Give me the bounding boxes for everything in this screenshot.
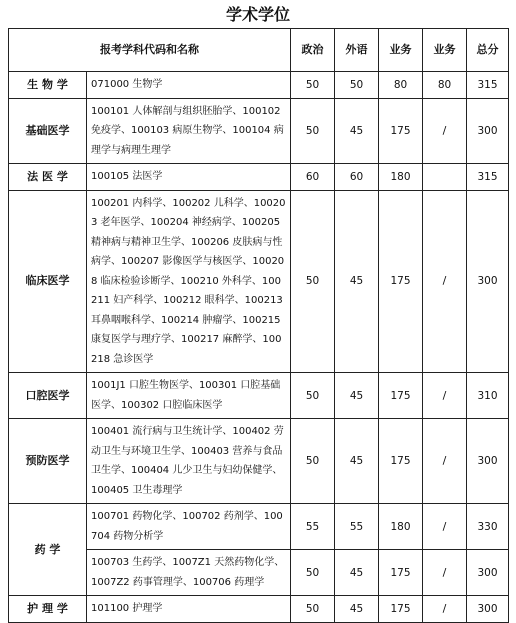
cell-subject-2: / (423, 596, 467, 623)
cell-politics: 55 (291, 504, 335, 550)
cell-total: 315 (467, 164, 509, 191)
cell-subject-2: / (423, 550, 467, 596)
cell-total: 310 (467, 373, 509, 419)
cell-total: 300 (467, 550, 509, 596)
table-row (9, 164, 509, 191)
row-program: 100401 流行病与卫生统计学、100402 劳动卫生与环境卫生学、100403 营养与食品卫生学、100404 儿少卫生与妇幼保健学、100405 卫生毒理学 (87, 419, 291, 504)
cell-subject-2: / (423, 190, 467, 373)
cell-politics: 50 (291, 550, 335, 596)
row-program: 101100 护理学 (87, 596, 291, 623)
cell-total: 300 (467, 98, 509, 164)
table-row (9, 596, 509, 623)
table-row (9, 504, 509, 550)
cell-foreign-language: 45 (335, 419, 379, 504)
row-program: 100701 药物化学、100702 药剂学、100704 药物分析学 (87, 504, 291, 550)
cell-total: 330 (467, 504, 509, 550)
cell-subject-1: 180 (379, 504, 423, 550)
cell-politics: 50 (291, 419, 335, 504)
cell-foreign-language: 45 (335, 98, 379, 164)
row-category: 护 理 学 (9, 596, 87, 623)
cell-subject-1: 175 (379, 98, 423, 164)
cell-foreign-language: 45 (335, 550, 379, 596)
admission-score-table (8, 28, 509, 623)
table-row (9, 373, 509, 419)
row-category: 药 学 (9, 504, 87, 596)
header-program: 报考学科代码和名称 (9, 29, 291, 72)
header-foreign-language: 外语 (335, 29, 379, 72)
cell-subject-2: / (423, 373, 467, 419)
cell-total: 300 (467, 596, 509, 623)
cell-total: 300 (467, 419, 509, 504)
cell-subject-2: / (423, 419, 467, 504)
table-row (9, 190, 509, 373)
row-program: 100201 内科学、100202 儿科学、100203 老年医学、100204 神经病学、100205 精神病与精神卫生学、100206 皮肤病与性病学、100207 影像医学与核医学、100208 临床检验诊断学、100210 外科学、100211 妇产科学、100212 眼科学、100213 耳鼻咽喉科学、100214 肿瘤学、100215 康复医学与理疗学、100217 麻醉学、100218 急诊医学 (87, 190, 291, 373)
table-title: 学术学位 (225, 5, 290, 24)
cell-subject-1: 80 (379, 72, 423, 99)
row-category: 口腔医学 (9, 373, 87, 419)
cell-politics: 50 (291, 72, 335, 99)
table-row (9, 72, 509, 99)
cell-subject-2: 80 (423, 72, 467, 99)
cell-subject-2: / (423, 504, 467, 550)
cell-foreign-language: 45 (335, 190, 379, 373)
cell-subject-2 (423, 164, 467, 191)
header-subject-2: 业务 (423, 29, 467, 72)
cell-foreign-language: 60 (335, 164, 379, 191)
cell-subject-2: / (423, 98, 467, 164)
cell-foreign-language: 50 (335, 72, 379, 99)
row-category: 基础医学 (9, 98, 87, 164)
row-program: 071000 生物学 (87, 72, 291, 99)
cell-politics: 50 (291, 190, 335, 373)
cell-subject-1: 175 (379, 596, 423, 623)
cell-subject-1: 175 (379, 373, 423, 419)
cell-politics: 50 (291, 98, 335, 164)
cell-subject-1: 180 (379, 164, 423, 191)
cell-foreign-language: 45 (335, 596, 379, 623)
row-program: 100703 生药学、1007Z1 天然药物化学、1007Z2 药事管理学、100706 药理学 (87, 550, 291, 596)
row-program: 100101 人体解剖与组织胚胎学、100102 免疫学、100103 病原生物学、100104 病理学与病理生理学 (87, 98, 291, 164)
cell-politics: 60 (291, 164, 335, 191)
row-program: 100105 法医学 (87, 164, 291, 191)
header-row (9, 29, 509, 72)
cell-total: 300 (467, 190, 509, 373)
cell-subject-1: 175 (379, 550, 423, 596)
header-subject-1: 业务 (379, 29, 423, 72)
cell-subject-1: 175 (379, 419, 423, 504)
cell-total: 315 (467, 72, 509, 99)
cell-foreign-language: 55 (335, 504, 379, 550)
cell-politics: 50 (291, 373, 335, 419)
cell-foreign-language: 45 (335, 373, 379, 419)
cell-subject-1: 175 (379, 190, 423, 373)
cell-politics: 50 (291, 596, 335, 623)
row-category: 临床医学 (9, 190, 87, 373)
row-program: 1001J1 口腔生物医学、100301 口腔基础医学、100302 口腔临床医学 (87, 373, 291, 419)
header-politics: 政治 (291, 29, 335, 72)
row-category: 预防医学 (9, 419, 87, 504)
table-row (9, 98, 509, 164)
table-row (9, 419, 509, 504)
row-category: 生 物 学 (9, 72, 87, 99)
row-category: 法 医 学 (9, 164, 87, 191)
header-total: 总分 (467, 29, 509, 72)
